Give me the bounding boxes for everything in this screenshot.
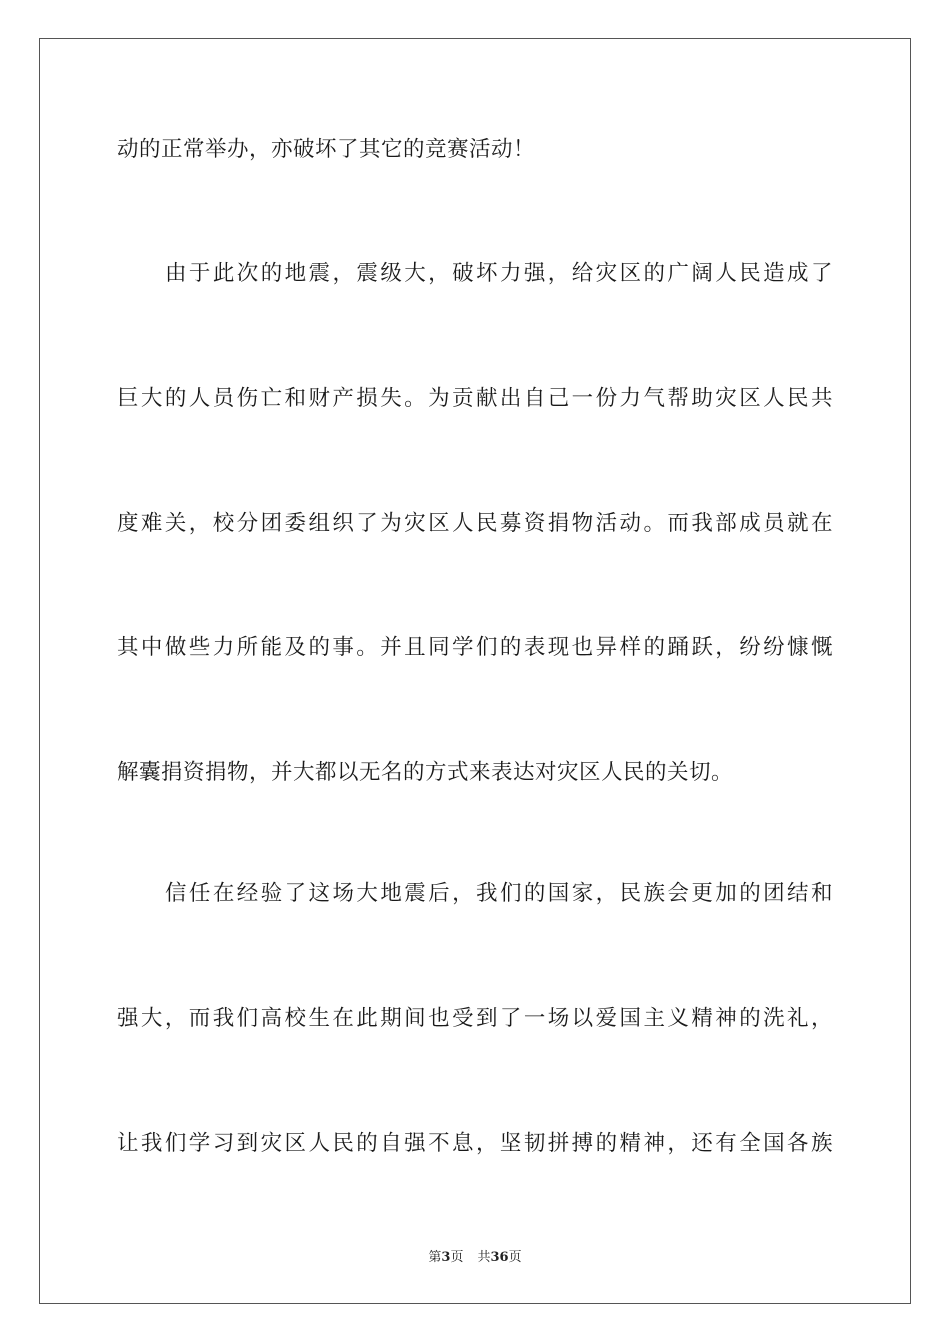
page-frame xyxy=(39,38,911,1304)
body-line-8: 强大，而我们高校生在此期间也受到了一场以爱国主义精神的洗礼， xyxy=(117,1006,833,1031)
body-line-9: 让我们学习到灾区人民的自强不息，坚韧拼搏的精神，还有全国各族 xyxy=(117,1131,833,1156)
body-line-4: 度难关，校分团委组织了为灾区人民募资捐物活动。而我部成员就在 xyxy=(117,511,833,536)
body-line-6: 解囊捐资捐物，并大都以无名的方式来表达对灾区人民的关切。 xyxy=(117,760,734,785)
footer-total-pages: 36 xyxy=(490,1250,509,1265)
footer-total-suffix: 页 xyxy=(508,1250,522,1265)
body-line-1: 动的正常举办，亦破坏了其它的竞赛活动！ xyxy=(117,137,536,162)
body-line-3: 巨大的人员伤亡和财产损失。为贡献出自己一份力气帮助灾区人民共 xyxy=(117,386,833,411)
body-line-5: 其中做些力所能及的事。并且同学们的表现也异样的踊跃，纷纷慷慨 xyxy=(117,635,833,660)
footer-page-number: 3 xyxy=(441,1250,451,1265)
body-line-2: 由于此次的地震，震级大，破坏力强，给灾区的广阔人民造成了 xyxy=(165,261,833,286)
body-line-7: 信任在经验了这场大地震后，我们的国家，民族会更加的团结和 xyxy=(165,881,833,906)
footer-total-prefix: 共 xyxy=(477,1250,491,1265)
footer-page-suffix: 页 xyxy=(450,1250,464,1265)
page-footer xyxy=(0,1250,950,1266)
footer-page-prefix: 第 xyxy=(428,1250,442,1265)
